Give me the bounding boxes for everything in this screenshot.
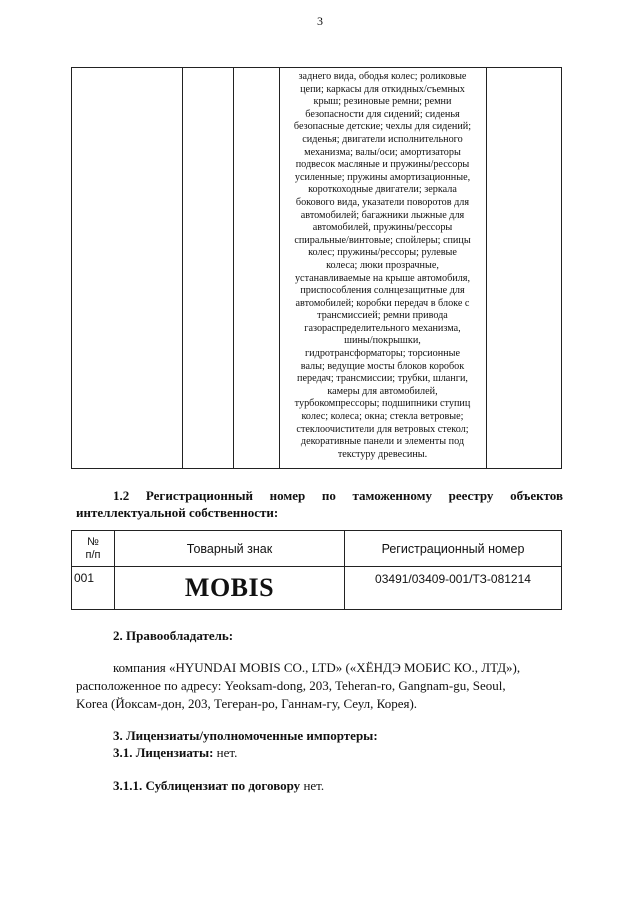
goods-list-line: автомобилей; коробки передач в блоке с [295,297,470,309]
section-3-1-1 [113,777,324,795]
goods-list-line: подвесок масляные и пружины/рессоры [295,159,470,171]
goods-list-line: камеры для автомобилей, [327,385,438,397]
goods-list-line: цепи; каркасы для откидных/съемных [300,83,465,95]
trademark-word: MOBIS [184,573,275,602]
goods-list-line: заднего вида, ободья колес; роликовые [298,71,467,82]
goods-list-line: короткоходные двигатели; зеркала [308,184,457,196]
rightholder-line-3: Korea (Йоксам-дон, 203, Тегеран-ро, Ганнам-гу, Сеул, Корея). [76,696,418,711]
page-number: 3 [317,14,323,28]
goods-list-line: валы; ведущие мосты блоков коробок [300,360,465,372]
goods-list-line: передач; трансмиссии; трубки, шланги, [297,373,468,385]
goods-list-line: безопасности для сидений; сиденья [305,108,460,120]
goods-list-line: колеса; люки прозрачные, [326,259,439,271]
column-divider [182,68,183,468]
section-3-1-label: 3.1. Лицензиаты: [113,745,214,760]
trademark-table [71,530,562,610]
goods-list-line: безопасные детские; чехлы для сидений; [293,121,472,133]
header-num: № п/п [72,531,115,567]
goods-list-line: сиденья; двигатели исполнительного [302,133,463,145]
goods-list-line: шины/покрышки, [344,335,421,347]
goods-list-line: бокового вида, указатели поворотов для [295,196,470,208]
rightholder-line-1: компания «HYUNDAI MOBIS CO., LTD» («ХЁНДЭ МОБИС КО., ЛТД»), [113,660,521,675]
goods-list-line: механизма; валы/оси; амортизаторы [304,146,461,158]
section-3-heading: 3. Лицензиаты/уполномоченные импортеры: [113,728,378,743]
goods-list-line: автомобилей, пружины/рессоры [312,222,453,234]
section-1-2-heading: 1.2 Регистрационный номер по таможенному реестру объектов интеллектуальной собственности: [76,488,563,520]
goods-list-line: приспособления солнцезащитные для [300,285,465,297]
section-2-heading: 2. Правообладатель: [113,628,234,643]
column-divider [486,68,487,468]
goods-list-line: стеклоочистители для ветровых стекол; [296,423,469,435]
goods-list-line: турбокомпрессоры; подшипники ступиц [294,398,471,410]
goods-list-line: усиленные; пружины амортизационные, [294,171,471,183]
row-num: 001 [72,567,115,610]
goods-list-line: колес; колеса; окна; стекла ветровые; [301,411,464,423]
goods-list-line: крыш; резиновые ремни; ремни [313,96,452,108]
header-reg-number: Регистрационный номер [345,531,562,567]
section-3-1-1-label: 3.1.1. Сублицензиат по договору [113,778,301,793]
row-reg-number: 03491/03409-001/ТЗ-081214 [345,567,562,610]
continuation-table [71,67,562,469]
goods-list-line: трансмиссией; ремни привода [317,310,448,322]
goods-list-line: устанавливаемые на крыше автомобиля, [294,272,471,284]
section-3-1-1-value: нет. [300,778,325,793]
goods-list-line: газораспределительного механизма, [304,322,461,334]
table-row [72,567,562,610]
table-header-row [72,531,562,567]
section-3-1 [113,744,237,762]
goods-list-line: текстуру древесины. [337,448,428,460]
goods-list-line: декоративные панели и элементы под [300,436,465,448]
goods-list-line: спиральные/винтовые; спойлеры; спицы [294,234,471,246]
goods-list-line: гидротрансформаторы; торсионные [305,348,460,360]
trademark-logo [115,567,345,610]
goods-list-line: автомобилей; багажники лыжные для [300,209,465,221]
goods-list-text [279,71,486,461]
rightholder-line-2: расположенное по адресу: Yeoksam-dong, 203, Teheran-ro, Gangnam-gu, Seoul, [76,678,506,693]
header-trademark: Товарный знак [115,531,345,567]
goods-list-line: колес; пружины/рессоры; рулевые [308,247,457,259]
section-3-1-value: нет. [213,745,238,760]
column-divider [233,68,234,468]
